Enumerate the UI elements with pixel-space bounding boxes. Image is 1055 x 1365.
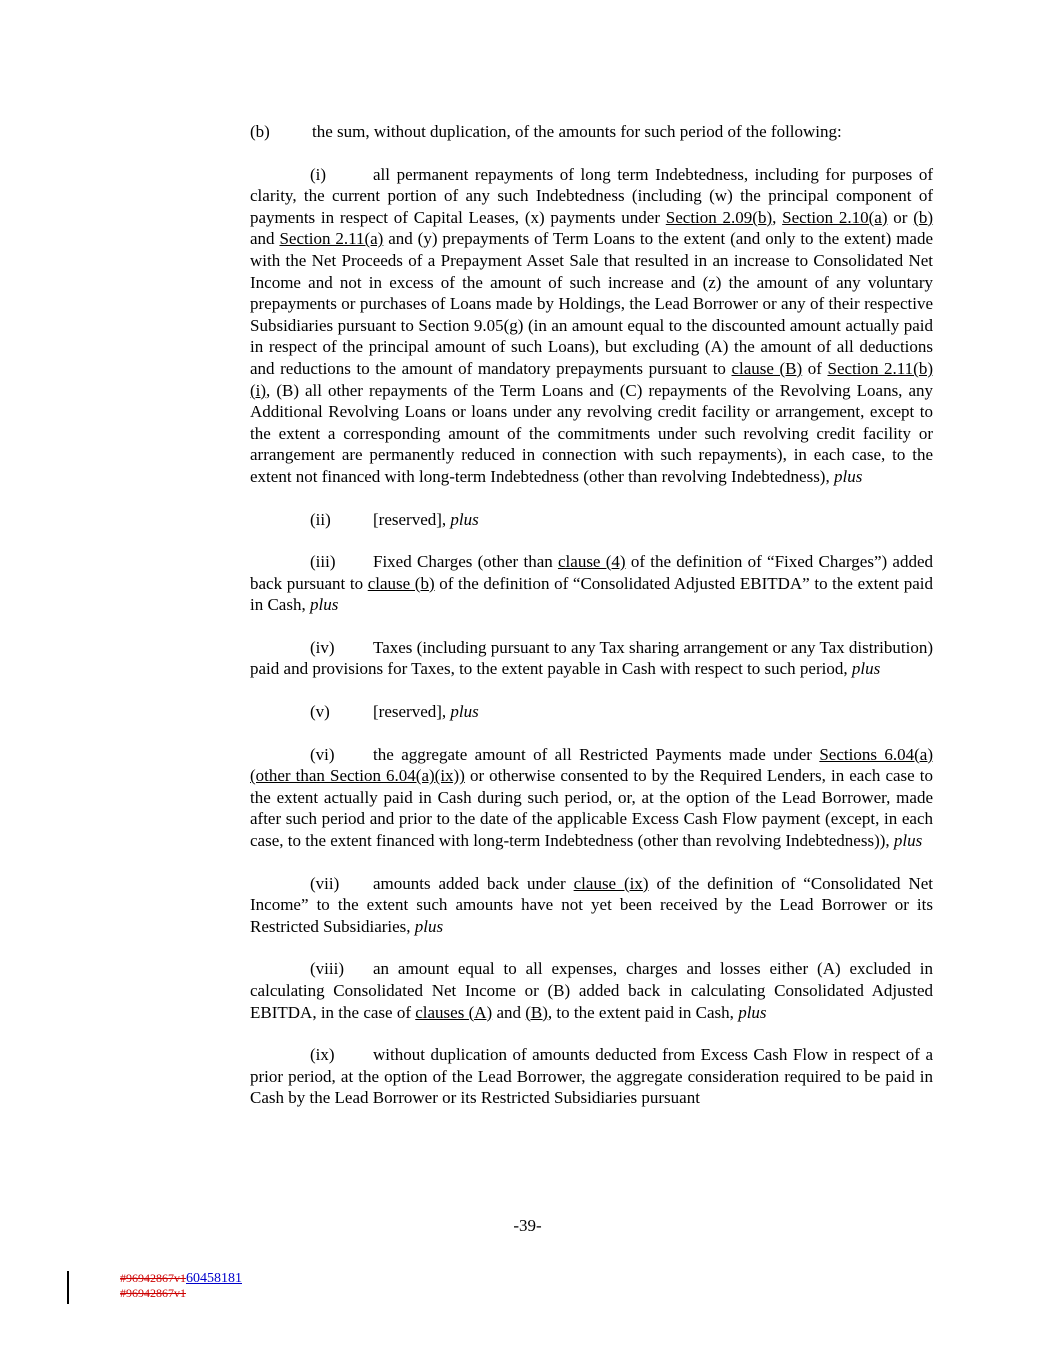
section-reference: Section 2.10(a) [782,207,888,227]
text-run: of the definition of “Consolidated Adjusted EBITDA” to the extent paid in Cash, [250,573,933,615]
doc-id-inserted: 60458181 [186,1271,242,1286]
paragraph-label: (i) [310,164,327,184]
section-reference: Section 2.09(b) [665,207,773,227]
text-run: an amount equal to all expenses, charges and losses either (A) excluded in calculating Consolidated Net Income or (B) added back in calculating Consolidated Adjusted EBITDA, in the case of [250,959,933,1022]
text-run: , to the extent paid in Cash, [547,1002,739,1022]
text-run: Taxes (including pursuant to any Tax sharing arrangement or any Tax distribution) paid and provisions for Taxes, to the extent payable in Cash with respect to such period, [250,637,933,679]
text-run: , [772,207,783,227]
text-run: or [887,207,914,227]
text-run: or otherwise consented to by the Required Lenders, in each case to the extent actually paid in Cash during such period, or, at the option of the Lead Borrower, made after such period and prior to the date of the applicable Excess Cash Flow payment (except, in each case, to the extent financed with long-term Indebtedness (other than revolving Indebtedness)), [250,766,933,851]
paragraph-label: (iv) [310,637,335,657]
text-run: , (B) all other repayments of the Term Loans and (C) repayments of the Revolving Loans, any Additional Revolving Loans or loans under any revolving credit facility or arrangement, except to the extent a corresponding amount of the commitments under such revolving credit facility or arrangement are permanently reduced in connection with such repayments), in each case, to the extent not financed with long-term Indebtedness (other than revolving Indebtedness), [250,380,933,486]
paragraph-label: (vi) [310,744,335,764]
paragraph-i [250,164,933,488]
section-reference: Section 2.11(a) [279,229,384,249]
paragraph-ix [250,1044,933,1109]
paragraph-label: (viii) [310,959,344,979]
text-run: all permanent repayments of long term Indebtedness, including for purposes of clarity, the current portion of any such Indebtedness (including (w) the principal component of payments in respect of Capital Leases, (x) payments under [250,164,933,227]
paragraph-label: (ix) [310,1045,335,1065]
text-run: and [492,1002,526,1022]
italic-text: plus [309,595,339,615]
paragraph-label: (ii) [310,509,331,529]
text-run: without duplication of amounts deducted from Excess Cash Flow in respect of a prior period, at the option of the Lead Borrower, the aggregate consideration required to be paid in Cash by the Lead Borrower or its Restricted Subsidiaries pursuant [250,1045,933,1108]
italic-text: plus [893,831,923,851]
document-footer [120,1271,242,1301]
section-reference: clause (B) [731,358,803,378]
section-reference: Sections 6.04(a) (other than Section 6.04(a)(ix)) [250,744,933,786]
footer-line-2 [120,1286,242,1301]
italic-text: plus [851,659,881,679]
paragraph-iv [250,637,933,680]
section-reference: clauses (A) [415,1002,493,1022]
paragraph-ii [250,509,933,531]
doc-id-deleted: #96942867v1 [120,1271,186,1285]
section-reference: clause (4) [558,552,626,572]
italic-text: plus [414,916,444,936]
text-run: of the definition of “Consolidated Net Income” to the extent such amounts have not yet been received by the Lead Borrower or its Restricted Subsidiaries, [250,873,933,936]
paragraph-b [250,121,933,143]
paragraph-viii [250,958,933,1023]
text-run: Fixed Charges (other than [373,552,558,572]
change-bar [67,1271,69,1304]
paragraph-vii [250,873,933,938]
text-run: and (y) prepayments of Term Loans to the extent (and only to the extent) made with the Net Proceeds of a Prepayment Asset Sale that resulted in an increase to Consolidated Net Income and not in excess of the amount of such increase and (z) the amount of any voluntary prepayments or purchases of Loans made by Holdings, the Lead Borrower or any of their respective Subsidiaries pursuant to Section 9.05(g) (in an amount equal to the discounted amount actually paid in respect of the principal amount of such Loans), but excluding (A) the amount of all deductions and reductions to the amount of mandatory prepayments pursuant to [250,229,934,378]
text-run: and [250,229,280,249]
section-reference: clause (ix) [573,873,649,893]
italic-text: plus [450,702,479,722]
text-run: the aggregate amount of all Restricted Payments made under [373,744,820,764]
text-run: of the definition of “Fixed Charges”) added back pursuant to [250,552,933,593]
text-run: [reserved], [373,702,451,722]
paragraph-v [250,701,933,723]
paragraph-label: (iii) [310,552,336,572]
italic-text: plus [833,466,863,486]
paragraph-vi [250,744,933,852]
footer-line-1 [120,1271,242,1286]
section-reference: (b) [913,207,934,227]
section-reference: Section 2.11(b)(i) [250,358,933,400]
text-run: of [802,358,828,378]
paragraph-label: (vii) [310,873,340,893]
text-run: the sum, without duplication, of the amounts for such period of the following: [312,122,842,141]
doc-id-deleted-2: #96942867v1 [120,1286,186,1300]
section-reference: clause (b) [367,573,435,593]
text-run: amounts added back under [373,873,574,893]
paragraph-label: (b) [250,122,270,141]
document-body [250,121,933,1130]
page-number: -39- [513,1216,542,1235]
section-reference: (B) [525,1002,548,1022]
paragraph-label: (v) [310,702,330,722]
paragraph-iii [250,551,933,616]
italic-text: plus [738,1002,767,1022]
text-run: [reserved], [373,509,451,529]
italic-text: plus [450,509,479,529]
